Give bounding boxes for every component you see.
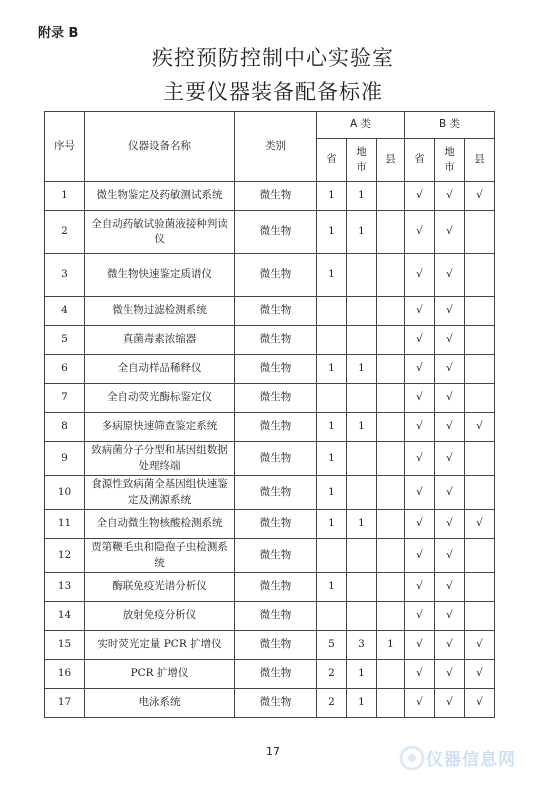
cell-b-city: √ [435, 573, 465, 602]
cell-category: 微生物 [235, 297, 317, 326]
cell-a-city: 1 [347, 182, 377, 211]
header-name: 仪器设备名称 [85, 112, 235, 182]
cell-a-city [347, 602, 377, 631]
cell-b-prov: √ [405, 211, 435, 254]
cell-category: 微生物 [235, 539, 317, 573]
cell-a-city [347, 384, 377, 413]
cell-category: 微生物 [235, 631, 317, 660]
cell-name: 微生物快速鉴定质谱仪 [85, 254, 235, 297]
cell-a-prov: 5 [317, 631, 347, 660]
header-b-city: 地 市 [435, 139, 465, 182]
cell-b-city: √ [435, 211, 465, 254]
cell-no: 2 [45, 211, 85, 254]
cell-no: 3 [45, 254, 85, 297]
cell-b-county: √ [465, 182, 495, 211]
cell-category: 微生物 [235, 660, 317, 689]
cell-b-city: √ [435, 476, 465, 510]
cell-a-prov [317, 297, 347, 326]
cell-a-prov [317, 384, 347, 413]
cell-name: 全自动微生物核酸检测系统 [85, 510, 235, 539]
cell-name: 电泳系统 [85, 689, 235, 718]
cell-no: 17 [45, 689, 85, 718]
cell-b-city: √ [435, 539, 465, 573]
cell-name: 贾第鞭毛虫和隐孢子虫检测系统 [85, 539, 235, 573]
cell-b-county [465, 355, 495, 384]
cell-category: 微生物 [235, 689, 317, 718]
cell-category: 微生物 [235, 384, 317, 413]
cell-b-prov: √ [405, 539, 435, 573]
cell-a-prov: 1 [317, 211, 347, 254]
cell-b-county [465, 384, 495, 413]
equipment-standard-table [44, 111, 495, 718]
cell-a-prov: 1 [317, 510, 347, 539]
cell-no: 10 [45, 476, 85, 510]
cell-no: 5 [45, 326, 85, 355]
cell-b-city: √ [435, 660, 465, 689]
table-body [45, 182, 495, 718]
cell-b-prov: √ [405, 631, 435, 660]
page-title-line1: 疾控预防控制中心实验室 [152, 46, 394, 70]
cell-a-prov: 2 [317, 660, 347, 689]
table-row [45, 211, 495, 254]
cell-b-county: √ [465, 413, 495, 442]
cell-name: 酶联免疫光谱分析仪 [85, 573, 235, 602]
cell-b-city: √ [435, 326, 465, 355]
table-row [45, 573, 495, 602]
cell-b-prov: √ [405, 182, 435, 211]
table-row [45, 602, 495, 631]
cell-a-city: 1 [347, 689, 377, 718]
cell-no: 6 [45, 355, 85, 384]
cell-category: 微生物 [235, 326, 317, 355]
header-category: 类别 [235, 112, 317, 182]
cell-b-county [465, 573, 495, 602]
cell-b-county [465, 211, 495, 254]
cell-category: 微生物 [235, 413, 317, 442]
cell-a-city: 1 [347, 660, 377, 689]
table-row [45, 182, 495, 211]
cell-b-county: √ [465, 689, 495, 718]
cell-no: 7 [45, 384, 85, 413]
cell-b-prov: √ [405, 573, 435, 602]
cell-category: 微生物 [235, 476, 317, 510]
cell-a-county [377, 211, 405, 254]
cell-name: 全自动药敏试验菌液接种判读仪 [85, 211, 235, 254]
table-row [45, 631, 495, 660]
cell-name: 微生物过滤检测系统 [85, 297, 235, 326]
cell-a-county [377, 510, 405, 539]
cell-b-county [465, 297, 495, 326]
watermark-text: 仪器信息网 [426, 750, 516, 770]
cell-a-county [377, 355, 405, 384]
cell-a-county [377, 602, 405, 631]
cell-b-city: √ [435, 602, 465, 631]
cell-a-prov: 1 [317, 355, 347, 384]
cell-b-city: √ [435, 182, 465, 211]
cell-a-city: 1 [347, 211, 377, 254]
cell-b-city: √ [435, 254, 465, 297]
cell-name: 真菌毒素浓缩器 [85, 326, 235, 355]
header-a-city: 地 市 [347, 139, 377, 182]
cell-b-county [465, 602, 495, 631]
cell-a-city: 1 [347, 510, 377, 539]
cell-a-prov: 1 [317, 413, 347, 442]
cell-a-prov: 2 [317, 689, 347, 718]
cell-b-city: √ [435, 355, 465, 384]
cell-a-county [377, 182, 405, 211]
table-row [45, 660, 495, 689]
cell-b-prov: √ [405, 660, 435, 689]
cell-a-city [347, 442, 377, 476]
cell-a-prov [317, 539, 347, 573]
cell-a-county: 1 [377, 631, 405, 660]
cell-category: 微生物 [235, 573, 317, 602]
header-no: 序号 [45, 112, 85, 182]
cell-b-county: √ [465, 660, 495, 689]
table-row [45, 476, 495, 510]
cell-a-county [377, 413, 405, 442]
header-a-province: 省 [317, 139, 347, 182]
cell-no: 4 [45, 297, 85, 326]
cell-a-city [347, 573, 377, 602]
cell-a-prov [317, 602, 347, 631]
cell-b-county: √ [465, 510, 495, 539]
cell-a-city [347, 539, 377, 573]
cell-no: 1 [45, 182, 85, 211]
cell-a-county [377, 326, 405, 355]
cell-b-prov: √ [405, 689, 435, 718]
cell-b-prov: √ [405, 355, 435, 384]
table-row [45, 510, 495, 539]
cell-b-prov: √ [405, 413, 435, 442]
header-b-province: 省 [405, 139, 435, 182]
cell-a-city [347, 254, 377, 297]
cell-category: 微生物 [235, 442, 317, 476]
cell-b-county [465, 442, 495, 476]
cell-b-prov: √ [405, 254, 435, 297]
table-row [45, 689, 495, 718]
cell-name: 微生物鉴定及药敏测试系统 [85, 182, 235, 211]
cell-a-county [377, 297, 405, 326]
cell-b-city: √ [435, 689, 465, 718]
cell-category: 微生物 [235, 355, 317, 384]
cell-a-prov: 1 [317, 573, 347, 602]
cell-b-city: √ [435, 631, 465, 660]
table-row [45, 326, 495, 355]
cell-category: 微生物 [235, 510, 317, 539]
cell-b-prov: √ [405, 510, 435, 539]
cell-b-prov: √ [405, 602, 435, 631]
cell-no: 8 [45, 413, 85, 442]
cell-no: 9 [45, 442, 85, 476]
cell-a-city [347, 297, 377, 326]
appendix-label: 附录 B [38, 26, 79, 41]
cell-b-county [465, 326, 495, 355]
cell-b-prov: √ [405, 297, 435, 326]
header-group-a: A 类 [317, 112, 405, 139]
cell-name: 实时荧光定量 PCR 扩增仪 [85, 631, 235, 660]
cell-b-county [465, 254, 495, 297]
table-row [45, 297, 495, 326]
header-group-b: B 类 [405, 112, 495, 139]
cell-name: 全自动样品稀释仪 [85, 355, 235, 384]
cell-no: 11 [45, 510, 85, 539]
cell-b-prov: √ [405, 326, 435, 355]
cell-a-county [377, 689, 405, 718]
cell-b-prov: √ [405, 476, 435, 510]
cell-a-county [377, 539, 405, 573]
cell-a-county [377, 254, 405, 297]
cell-b-county [465, 476, 495, 510]
cell-a-city: 1 [347, 413, 377, 442]
cell-a-city: 3 [347, 631, 377, 660]
cell-category: 微生物 [235, 254, 317, 297]
cell-no: 16 [45, 660, 85, 689]
cell-b-prov: √ [405, 442, 435, 476]
table-row [45, 355, 495, 384]
cell-no: 14 [45, 602, 85, 631]
cell-a-county [377, 384, 405, 413]
cell-b-city: √ [435, 442, 465, 476]
cell-a-city [347, 476, 377, 510]
cell-a-county [377, 476, 405, 510]
cell-name: 全自动荧光酶标鉴定仪 [85, 384, 235, 413]
cell-b-city: √ [435, 413, 465, 442]
cell-a-prov: 1 [317, 182, 347, 211]
cell-b-city: √ [435, 510, 465, 539]
page-title-line2: 主要仪器装备配备标准 [163, 80, 383, 104]
cell-a-prov: 1 [317, 476, 347, 510]
table-row [45, 254, 495, 297]
cell-b-county [465, 539, 495, 573]
cell-name: 致病菌分子分型和基因组数据处理终端 [85, 442, 235, 476]
cell-a-prov: 1 [317, 442, 347, 476]
table-row [45, 413, 495, 442]
cell-no: 15 [45, 631, 85, 660]
cell-a-city: 1 [347, 355, 377, 384]
cell-b-city: √ [435, 297, 465, 326]
table-row [45, 442, 495, 476]
cell-a-county [377, 660, 405, 689]
cell-a-prov: 1 [317, 254, 347, 297]
cell-no: 13 [45, 573, 85, 602]
cell-a-prov [317, 326, 347, 355]
cell-name: 放射免疫分析仪 [85, 602, 235, 631]
header-b-county: 县 [465, 139, 495, 182]
cell-category: 微生物 [235, 211, 317, 254]
cell-category: 微生物 [235, 602, 317, 631]
cell-name: PCR 扩增仪 [85, 660, 235, 689]
cell-name: 食源性致病菌全基因组快速鉴定及溯源系统 [85, 476, 235, 510]
table-row [45, 384, 495, 413]
cell-b-prov: √ [405, 384, 435, 413]
header-a-county: 县 [377, 139, 405, 182]
table-row [45, 539, 495, 573]
cell-a-county [377, 442, 405, 476]
cell-a-city [347, 326, 377, 355]
cell-a-county [377, 573, 405, 602]
cell-b-city: √ [435, 384, 465, 413]
cell-category: 微生物 [235, 182, 317, 211]
cell-b-county: √ [465, 631, 495, 660]
cell-name: 多病原快速筛查鉴定系统 [85, 413, 235, 442]
page-number: 17 [266, 745, 280, 758]
cell-no: 12 [45, 539, 85, 573]
